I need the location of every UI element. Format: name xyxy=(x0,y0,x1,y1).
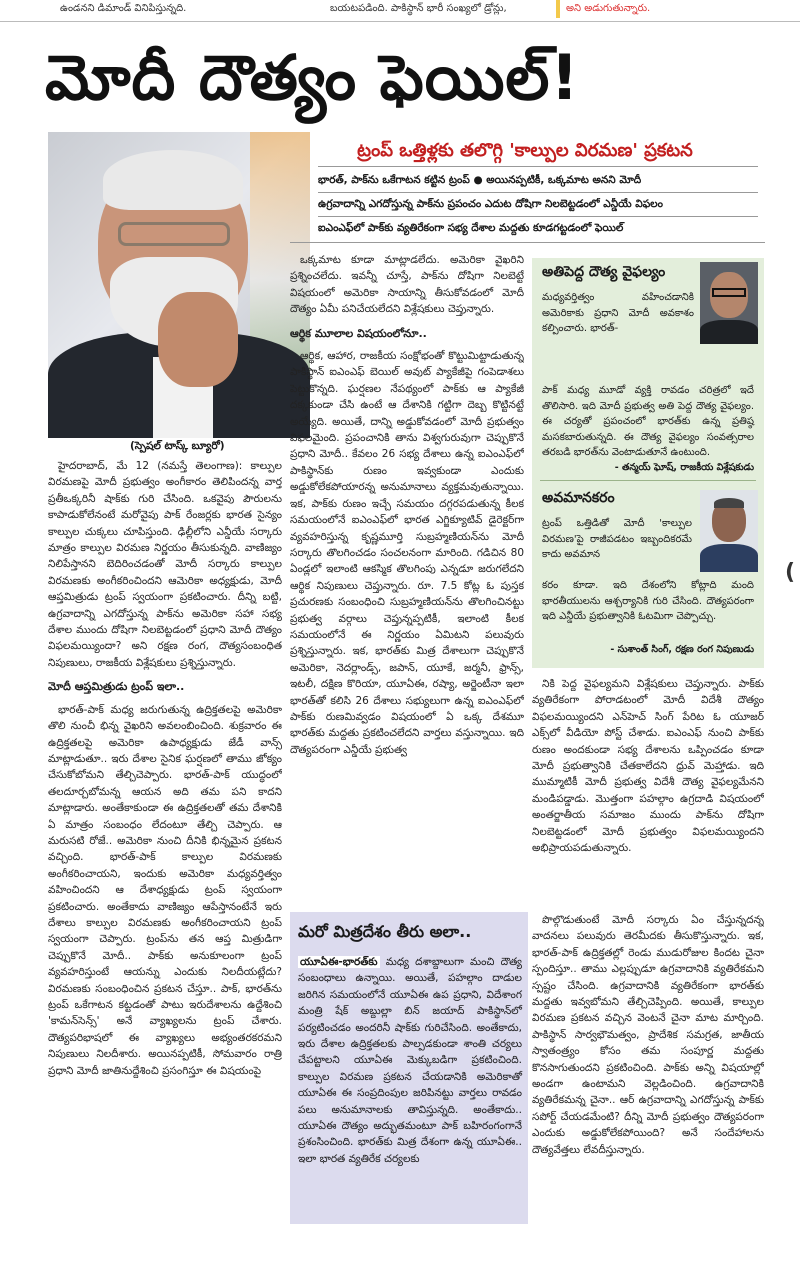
box-lead: యూఏఈ-భారత్‌కు xyxy=(300,956,378,968)
divider xyxy=(318,192,758,193)
sidebar-quote: పాక్ మధ్య మూడో వ్యక్తి రావడం చరిత్రలో ఇదే తొలిసారి. ఇది మోదీ ప్రభుత్వ అతి పెద్ద దౌత్య వైఫల్యం. ఈ చర్యతో ప్రపంచంలో భారత్‌కు ఉన్న ప్రతిష్ఠ మసకబారుతున్నది. ఈ దౌత్య వైఫల్యం సంవత్సరాల తరబడి భారత్‌ను వెంటాడుతూనే ఉంటుంది. xyxy=(542,385,754,458)
paragraph: పొల్గొడుతుంటే మోదీ సర్కారు ఏం చేస్తున్నదన్న వాదనలు పలువురు తెరమీదకు తీసుకొస్తున్నారు. ఇక, భారత్-పాక్ ఉద్రిక్తతల్లో రెండు ముడురోజుల కిందట చైనా స్పందిస్తూ.. తాము ఎల్లప్పుడూ ఉగ్రవాదానికి వ్యతిరేకమని స్పష్టం చేసింది. ఉగ్రవాదానికి వ్యతిరేకంగా భారత్‌కు మద్దతు ఇవ్వబోమని తేల్చిచెప్పింది. అయితే, కాల్పుల విరమణ ప్రకటన వచ్చిన వెంటనే చైనా మాట మార్చింది. పాకిస్థాన్ సార్వభౌమత్వం, ప్రాదేశిక సమగ్రత, జాతీయ స్వాతంత్ర్యం కోసం తమ సంపూర్ణ మద్దతు కొనసాగుతుందని ప్రకటించింది. పాక్‌కు అన్ని విషయాల్లో అండగా ఉంటామని వెల్లడించింది. ఉగ్రవాదానికి వ్యతిరేకమన్న చైనా.. ఆర్ ఉగ్రవాదాన్ని ఎగదోస్తున్న పాక్‌కు సపోర్ట్ చేయడమేంటి? దీన్ని మోదీ ప్రభుత్వం దౌత్యపరంగా ఎందుకు అడ్డుకోలేకపోయింది? అనే సందేహాలను దౌత్యవేత్తలు లేవదీస్తున్నారు. xyxy=(532,914,764,1156)
photo-body xyxy=(700,544,758,572)
byline: (స్పెషల్ టాస్క్ బ్యూరో) xyxy=(130,440,225,452)
strip-accent-bar xyxy=(556,0,560,18)
photo-body xyxy=(700,320,758,344)
analyst-photo xyxy=(700,262,758,344)
photo-hand xyxy=(158,292,238,387)
article-column-1 xyxy=(48,458,282,1232)
article-column-4 xyxy=(532,912,764,1232)
sidebar-quote: ట్రంప్ ఒత్తిడితో మోదీ 'కాల్పుల విరమణ'పై రాజీపడటం ఇబ్బందికరమే కాదు అవమాన xyxy=(542,518,692,560)
box-body: మధ్య దశాబ్దాలుగా మంచి దౌత్య సంబంధాలు ఉన్నాయి. అయితే, పహల్గాం దాడుల జరిగిన సమయంలోనే యూఏఈ ఉప ప్రధాని, విదేశాంగ మంత్రి షేక్ అబ్దుల్లా బిన్ జయాద్ పాకిస్థాన్‌లో పర్యటించడం అందరినీ షాక్‌కు గురిచేసింది. అంతేకాదు, ఇరు దేశాల ఉద్రిక్తతలకు పాల్పడకుండా శాంతి చర్యలు చేపట్టాలని యూఏఈ మెక్కుబడిగా ప్రకటించింది. కాల్పుల విరమణ ప్రకటన చేయడానికి అమెరికాతో యూఏఈ ఈ సంప్రదింపుల జరిపినట్టు వార్తలు రావడం పలు అనుమానాలకు తావిస్తున్నది. అంతేకాదు.. యూఏఈ దౌత్యం అద్భుతమంటూ పాక్ బహిరంగంగానే ప్రశంసించింది. భారత్‌కు మిత్ర దేశంగా ఉన్న యూఏఈ.. ఇలా భారత వ్యతిరేక చర్యలకు xyxy=(298,956,522,1165)
sidebar-quote: కరం కూడా. ఇది దేశంలోని కోట్లాది మంది భారతీయులను ఆశ్చర్యానికి గురి చేసింది. దౌత్యపరంగా ఇది ఎన్డీయే ప్రభుత్వానికి ఓటమిగా చెప్పొచ్చు. xyxy=(542,580,754,622)
article-column-3 xyxy=(532,676,764,902)
expert-photo xyxy=(700,490,758,572)
previous-article-strip xyxy=(0,0,800,22)
sidebar-title: అవమానకరం xyxy=(542,490,615,506)
box-text xyxy=(298,954,522,1167)
divider xyxy=(318,166,758,167)
sidebar-attribution: - సుశాంత్ సింగ్, రక్షణ రంగ నిపుణుడు xyxy=(610,644,754,655)
next-article-edge: ( xyxy=(785,560,796,585)
uae-box xyxy=(290,912,528,1224)
paragraph: ఆర్థిక, ఆహార, రాజకీయ సంక్షోభంతో కొట్టుమిట్టాడుతున్న పాకిస్థాన్ ఐఎంఎఫ్ బెయిల్ అవుట్ ప్యాకేజీపై గంపెడాశలు పెట్టుకొన్నది. ఘర్షణల నేపథ్యంలో పాక్‌కు ఆ ప్యాకేజీ దక్కకుండా చేసి ఉంటే ఆ దేశానికి గట్టిగా దెబ్బ కొట్టినట్టే అయ్యేది. అయితే, దాన్ని అడ్డుకోవడంలో మోదీ ప్రభుత్వం విఫలమైంది. ప్రపంచానికి తాను విశ్వగురువుగా చెప్పుకొనే ప్రధాని మోదీ.. కేవలం 26 సభ్య దేశాలు ఉన్న ఐఎంఎఫ్‌లో పాకిస్థాన్‌కు రుణం ఇవ్వకుండా ఎందుకు అడ్డుకోలేకపోయారన్న అనుమానాలు వ్యక్తమవుతున్నాయి. ఇక, పాక్‌కు రుణం ఇచ్చే సమయం దగ్గరపడుతున్న కీలక సమయంలోనే ఐఎంఎఫ్‌లో భారత ఎగ్జిక్యూటివ్ డైరెక్టర్‌గా వ్యవహరిస్తున్న కృష్ణమూర్తి సుబ్రహ్మణియన్‌ను మోదీ సర్కారు తొలగించడం సంచలనంగా మారింది. గడిచిన 80 ఏండ్లలో ఇలాంటి ఆకస్మిక తొలగింపు ఎన్నడూ జరుగలేదని ఆర్థిక నిపుణులు చెప్తున్నారు. రూ. 7.5 కోట్ల ఓ పుస్తక ప్రచురణకు సంబంధించి సుబ్రహ్మణియన్‌ను తొలగించినట్టు ప్రభుత్వ వర్గాలు చెప్తున్నప్పటికీ, ఇలాంటి కీలక సమయంలోనే ఈ నిర్ణయం ఏమిటని పలువురు ప్రశ్నిస్తున్నారు. ఇక, భారత్‌కు మిత్ర దేశాలుగా చెప్పుకొనే అమెరికా, నెదర్లాండ్స్, జపాన్, యూకే, జర్మనీ, ఫ్రాన్స్, ఇటలీ, దక్షిణ కొరియా, యూఏఈ, రష్యా, అర్జెంటీనా ఇలా భారత్‌తో కలిసి 26 దేశాలు సభ్యులుగా ఉన్న ఐఎంఎఫ్‌లో పాక్‌కు రుణమివ్వడం విషయంలో ఏ ఒక్క దేశమూ భారత్‌కు మద్దతు ప్రకటించలేదని వార్తలు వస్తున్నాయి. ఇది దౌత్యపరంగా ఎన్డీయే ప్రభుత్వ xyxy=(290,350,524,756)
paragraph: భారత్-పాక్ మధ్య జరుగుతున్న ఉద్రిక్తతలపై అమెరికా తొలి నుంచీ భిన్న వైఖరిని అవలంబించింది. శుక్రవారం ఈ ఉద్రిక్తతలపై అమెరికా ఉపాధ్యక్షుడు జేడీ వాన్స్ మాట్లాడుతూ.. ఇరు దేశాల సైనిక ఘర్షణలో తాము జోక్యం చేసుకోబోమని తేల్చిచెప్పారు. భారత్-పాక్ యుద్ధంలో తలదూర్చబోమన్న ఆయన అది తమ పని కాదని మాట్లాడారు. అంతేకాకుండా ఈ ఉద్రిక్తతలతో తమ దేశానికి ఏ మాత్రం సంబంధం లేదంటూ తేల్చి చెప్పారు. ఆ మరుసటి రోజే.. అమెరికా నుంచి దీనికి భిన్నమైన ప్రకటన వచ్చింది. భారత్-పాక్ కాల్పుల విరమణకు అంగీకరించాయని, ఇందుకు అమెరికా మధ్యవర్తిత్వం వహించిందని ఆ దేశాధ్యక్షుడు ట్రంప్ స్వయంగా ప్రకటించారు. అంతేకాదు వాణిజ్యం ఆపేస్తానంటేనే ఇరు దేశాలు కాల్పుల విరమణకు అంగీకరించాయని ట్రంప్ స్వయంగా చెప్పారు. ట్రంప్‌ను తన ఆప్త మిత్రుడిగా చెప్పుకొనే మోదీ.. పాక్‌కు అనుకూలంగా ట్రంప్ వ్యవహరిస్తుంటే ఆయన్ను ఎందుకు నిలదీయట్లేదు? విరమణకు సంబంధించిన ప్రకటన చేస్తూ.. పాక్, భారత్‌ను ట్రంప్ ఒకేగాటన కట్టడంతో పాటు ఇరుదేశాలను ఉద్దేశించి 'కామన్‌సెన్స్' అనే వ్యాఖ్యలను ట్రంప్ చేశారు. దౌత్యపరిభాషలో ఈ వ్యాఖ్యలు అభ్యంతరకరమని నిపుణులు నిలదీశారు. అయినప్పటికీ, సోమవారం రాత్రి ప్రధాని మోదీ జాతినుద్దేశించి ప్రసంగిస్తూ ఈ విషయంపై xyxy=(48,703,282,1077)
strip-text-left: ఉండనని డిమాండ్ వినిపిస్తున్నది. xyxy=(60,3,187,14)
section-heading: మోదీ ఆప్తమిత్రుడు ట్రంప్ ఇలా.. xyxy=(48,680,185,694)
subheadline: ట్రంప్ ఒత్తిళ్లకు తలొగ్గి 'కాల్పుల విరమణ' ప్రకటన xyxy=(357,140,693,161)
divider xyxy=(290,242,765,243)
kicker-line-1: భారత్, పాక్‌ను ఒకేగాటన కట్టిన ట్రంప్ ● అయినప్పటికీ, ఒక్కమాట అనని మోదీ xyxy=(318,174,642,186)
modi-photo xyxy=(48,132,310,438)
divider xyxy=(318,216,758,217)
sidebar-quote: మధ్యవర్తిత్వం వహించడానికి అమెరికాకు ప్రధాని మోదీ అవకాశం కల్పించారు. భారత్- xyxy=(542,292,694,334)
section-heading: ఆర్థిక మూలాల విషయంలోనూ.. xyxy=(290,326,427,340)
kicker-line-2: ఉగ్రవాదాన్ని ఎగదోస్తున్న పాక్‌ను ప్రపంచం ఎదుట దోషిగా నిలబెట్టడంలో ఎన్డీయే విఫలం xyxy=(318,198,663,210)
box-title: మరో మిత్రదేశం తీరు అలా.. xyxy=(298,922,472,941)
sidebar-attribution: - తన్మయ్ ఘోష్, రాజకీయ విశ్లేషకుడు xyxy=(614,462,754,473)
photo-glasses xyxy=(118,222,230,246)
headline: మోదీ దౌత్యం ఫెయిల్! xyxy=(45,41,580,114)
divider xyxy=(540,480,756,481)
paragraph: హైదరాబాద్, మే 12 (నమస్తే తెలంగాణ): కాల్పుల విరమణపై మోదీ ప్రభుత్వం అంగీకారం తెలిపిందన్న వార్త ప్రతీఒక్కరినీ షాక్‌కు గురి చేసింది. ఒకవైపు పౌరులను కాపాడుకోలేనంటే మరోవైపు పాక్ రేంజర్లకు భారత సైన్యం కాల్పుల చుక్కలు చూపిస్తుంది. ఢిల్లీలోని ఎన్డీయే సర్కారు మాత్రం కాల్పుల విరమణ నిర్ణయం తీసుకున్నది. వాణిజ్యం నిలిపేస్తానని బెదిరించడంతో మోదీ సర్కారు కాల్పుల విరమణకు అంగీకరించిందని ఆమెరికా అధ్యక్షుడు, మోదీ ఆప్తమిత్రుడు ట్రంప్ స్వయంగా ప్రకటించారు. దీన్ని బట్టి, ఉగ్రవాదాన్ని ఎగదోస్తున్న పాక్‌ను అమెరికా సహా సభ్య దేశాల ముందు దోషిగా నిలబెట్టడంలో ప్రధాని మోదీ దౌత్యం విఫలమయ్యిందా? అని రక్షణ రంగ, దౌత్యసంబంధిత నిపుణులు, రాజకీయ విశ్లేషకులు ప్రశ్నిస్తున్నారు. xyxy=(48,460,282,669)
paragraph: ఒక్కమాట కూడా మాట్లాడలేదు. అమెరికా వైఖరిని ప్రశ్నించలేదు. ఇవన్నీ చూస్తే, పాక్‌ను దోషిగా నిలబెట్టే విషయంలో అమెరికా సాయాన్ని తీసుకోవడంలో మోదీ దౌత్యం ఏమీ పనిచేయలేదని విశ్లేషకులు చెప్తున్నారు. xyxy=(290,254,524,316)
photo-hair xyxy=(714,498,744,508)
photo-glasses xyxy=(712,288,746,297)
strip-text-middle: బయటపడింది. పాకిస్థాన్ భారీ సంఖ్యలో డ్రోన్లు, xyxy=(330,3,507,14)
opinion-sidebar xyxy=(532,258,764,668)
article-column-2 xyxy=(290,252,524,906)
strip-text-right: అని అడుగుతున్నారు. xyxy=(566,3,651,14)
kicker-line-3: ఐఎంఎఫ్‌లో పాక్‌కు వ్యతిరేకంగా సభ్య దేశాల మద్దతు కూడగట్టడంలో ఫెయిల్ xyxy=(318,222,624,234)
sidebar-title: అతిపెద్ద దౌత్య వైఫల్యం xyxy=(542,264,666,280)
photo-hair xyxy=(103,150,243,210)
paragraph: నికి పెద్ద వైఫల్యమని విశ్లేషకులు చెప్తున్నారు. పాక్‌కు వ్యతిరేకంగా పోరాడటంలో మోదీ విదేశీ దౌత్యం విఫలమయ్యిందని ఎన్‌హెచ్ సింగ్ పేరిట ఓ యూజర్ ఎక్స్‌లో వీడియో పోస్ట్ చేశాడు. ఐఎంఎఫ్ నుంచి పాక్‌కు రుణం అందకుండా సభ్య దేశాలను ఒప్పించడం కూడా మోదీ ప్రభుత్వానికి చేతకాలేదని ధ్రువ్ మెహ్తాడు. ఇది ముమ్మాటికీ మోదీ ప్రభుత్వ విదేశీ దౌత్య వైఫల్యమేనని మండిపడ్డాడు. మొత్తంగా పహల్గాం ఉగ్రదాడి విషయంలో అంతర్జాతీయ సమాజం ముందు పాక్‌ను దోషిగా నిలబెట్టడంలో మోదీ ప్రభుత్వం విఫలమయ్యిందని అభిప్రాయపడుతున్నారు. xyxy=(532,678,764,855)
